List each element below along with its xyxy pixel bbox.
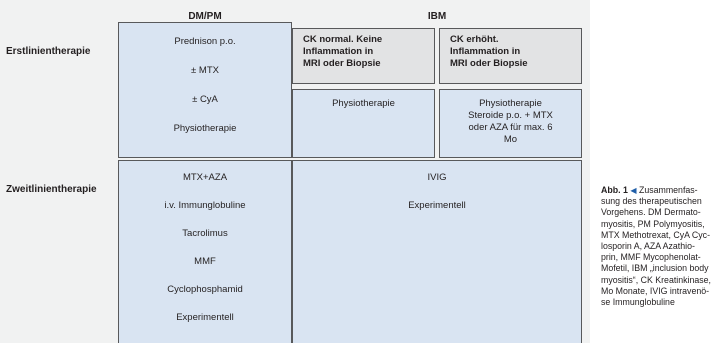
ck-high-line: MRI oder Biopsie [450, 58, 528, 69]
caption-line: Mofetil, IBM „inclusion body [601, 263, 709, 274]
ibm-second-item: Experimentell [408, 200, 466, 211]
dmpm-first-item: Prednison p.o. [174, 36, 236, 47]
row-label-first-line: Erstlinientherapie [6, 46, 91, 57]
ibm-second-line-box [292, 160, 582, 343]
figure-caption [601, 185, 711, 343]
caption-line: sung des therapeutischen [601, 196, 702, 207]
ck-normal-line: Inflammation in [303, 46, 374, 57]
ibm-first-right-line: Physiotherapie [479, 98, 542, 109]
caption-line: losporin A, AZA Azathio- [601, 241, 695, 252]
ibm-first-line-left-box [292, 89, 435, 158]
dmpm-first-item: Physiotherapie [173, 123, 237, 134]
header-ibm: IBM [427, 11, 447, 22]
ibm-first-right-line: oder AZA für max. 6 [468, 122, 553, 133]
dmpm-second-item: Tacrolimus [182, 228, 228, 239]
caption-line: Zusammenfas- [638, 185, 698, 195]
ibm-second-item: IVIG [427, 172, 447, 183]
header-dm-pm: DM/PM [188, 11, 222, 22]
ibm-first-left-text: Physiotherapie [332, 98, 395, 109]
dmpm-first-line-box [118, 22, 292, 158]
ibm-first-line-right-box [439, 89, 582, 158]
ck-normal-line: CK normal. Keine [303, 34, 383, 45]
ck-high-line: Inflammation in [450, 46, 521, 57]
ibm-first-right-line: Steroide p.o. + MTX [468, 110, 553, 121]
caption-line: myositis“, CK Kreatinkinase, [601, 274, 711, 285]
dmpm-second-item: MTX+AZA [182, 172, 228, 183]
dmpm-second-item: MMF [194, 256, 216, 267]
ibm-ck-high-box [439, 28, 582, 84]
caption-line: Mo Monate, IVIG intravenö- [601, 285, 710, 296]
dmpm-first-item: ± CyA [192, 94, 218, 105]
ck-normal-line: MRI oder Biopsie [303, 58, 381, 69]
caption-line: se Immunglobuline [601, 297, 675, 308]
ibm-first-right-line: Mo [503, 134, 518, 145]
dmpm-second-line-box [118, 160, 292, 343]
dmpm-first-item: ± MTX [191, 65, 219, 76]
caption-line: myositis, PM Polymyositis, [601, 218, 705, 229]
dmpm-second-item: Cyclophosphamid [167, 284, 243, 295]
dmpm-second-item: Experimentell [176, 312, 234, 323]
caption-title: Abb. 1 [601, 185, 628, 195]
caption-arrow-icon: ◀ [630, 186, 637, 195]
row-label-second-line: Zweitlinientherapie [6, 184, 97, 195]
ck-high-line: CK erhöht. [450, 34, 499, 45]
caption-line: MTX Methotrexat, CyA Cyc- [601, 229, 711, 240]
caption-line: Vorgehens. DM Dermato- [601, 207, 701, 218]
ibm-ck-normal-box [292, 28, 435, 84]
caption-line: prin, MMF Mycophenolat- [601, 252, 701, 263]
dmpm-second-item: i.v. Immunglobuline [164, 200, 246, 211]
